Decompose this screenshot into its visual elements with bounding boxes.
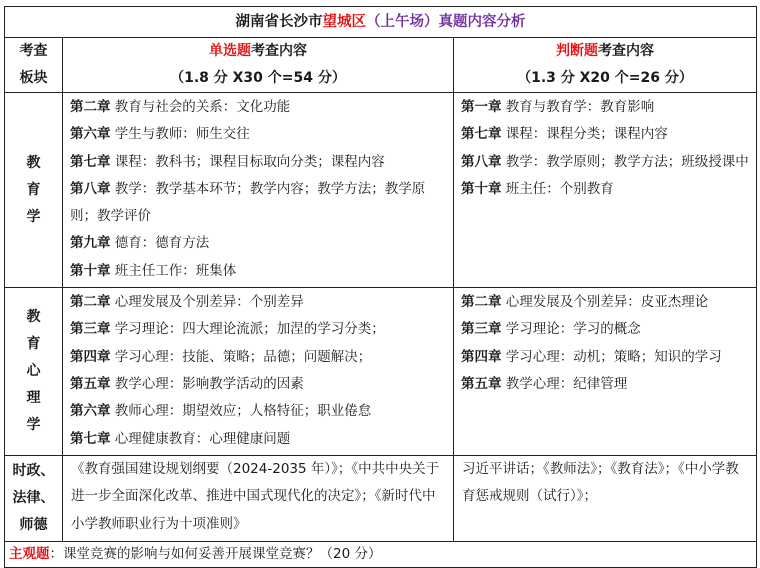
header-judge-score: （1.3 分 X20 个=26 分）	[517, 70, 693, 86]
section-name-pedagogy	[5, 93, 63, 288]
section-law-single: 《教育强国建设规划纲要（2024-2035 年）》；《中共中央关于进一步全面深化改革、推进中国式现代化的决定》；《新时代中小学教师职业行为十项准则》	[63, 456, 454, 542]
section-name-text: 教育心理学	[26, 309, 41, 434]
subjective-text: ：课堂竞赛的影响与如何妥善开展课堂竞赛？（20 分）	[49, 546, 382, 563]
header-category-line1: 考查	[19, 43, 48, 59]
list-item: 第六章 教师心理：期望效应；人格特征；职业倦怠	[70, 403, 372, 420]
list-item: 第三章 学习理论：四大理论流派；加涅的学习分类；	[70, 321, 385, 338]
list-item: 第二章 心理发展及个别差异：个别差异	[70, 294, 304, 311]
analysis-table	[4, 6, 757, 568]
header-single-score: （1.8 分 X30 个=54 分）	[170, 70, 346, 86]
header-judge-rest: 考查内容	[598, 43, 654, 59]
list-item: 第五章 教学心理：影响教学活动的因素	[70, 375, 304, 392]
list-item: 第七章 课程：教科书；课程目标取向分类；课程内容	[70, 153, 385, 170]
section-pedagogy-judge	[454, 93, 757, 288]
section-law-judge: 习近平讲话；《教师法》；《教育法》；《中小学教育惩戒规则（试行）》；	[454, 456, 757, 542]
list-item: 第十章 班主任工作：班集体	[70, 262, 237, 279]
list-item: 第八章 教学：教学基本环节；教学内容；教学方法；教学原则；教学评价	[70, 180, 426, 225]
section-name-text: 教育学	[26, 154, 41, 225]
header-judge-label: 判断题	[556, 43, 598, 59]
subjective-label: 主观题	[9, 546, 50, 563]
header-single-label: 单选题	[209, 43, 251, 59]
header-single	[63, 38, 454, 93]
list-item: 第四章 学习心理：动机；策略；知识的学习	[461, 348, 722, 365]
subjective-question	[5, 542, 757, 568]
title-prefix: 湖南省长沙市	[235, 14, 323, 30]
section-name-law: 时政、 法律、 师德	[5, 456, 63, 542]
list-item: 第七章 心理健康教育：心理健康问题	[70, 430, 291, 447]
list-item: 第四章 学习心理：技能、策略；品德；问题解决；	[70, 348, 372, 365]
header-single-rest: 考查内容	[251, 43, 307, 59]
list-item: 第二章 心理发展及个别差异：皮亚杰理论	[461, 294, 709, 311]
list-item: 第九章 德育：德育方法	[70, 235, 210, 252]
list-item: 第七章 课程：课程分类；课程内容	[461, 126, 668, 143]
list-item: 第五章 教学心理：纪律管理	[461, 375, 628, 392]
list-item: 第一章 教育与教育学：教育影响	[461, 99, 655, 115]
header-judge	[454, 38, 757, 93]
list-item: 第六章 学生与教师：师生交往	[70, 126, 250, 143]
section-psychology-single	[63, 288, 454, 456]
section-name-psychology	[5, 288, 63, 456]
page-title	[5, 7, 757, 38]
list-item: 第八章 教学：教学原则；教学方法；班级授课中	[461, 153, 749, 170]
section-psychology-judge	[454, 288, 757, 456]
section-pedagogy-single	[63, 93, 454, 288]
header-category	[5, 38, 63, 93]
header-category-line2: 板块	[19, 70, 48, 86]
list-item: 第十章 班主任：个别教育	[461, 180, 614, 197]
list-item: 第三章 学习理论：学习的概念	[461, 321, 641, 338]
list-item: 第二章 教育与社会的关系：文化功能	[70, 99, 291, 115]
title-district: 望城区	[322, 14, 366, 30]
title-suffix: 真题内容分析	[438, 14, 526, 30]
title-session: （上午场）	[366, 14, 439, 30]
